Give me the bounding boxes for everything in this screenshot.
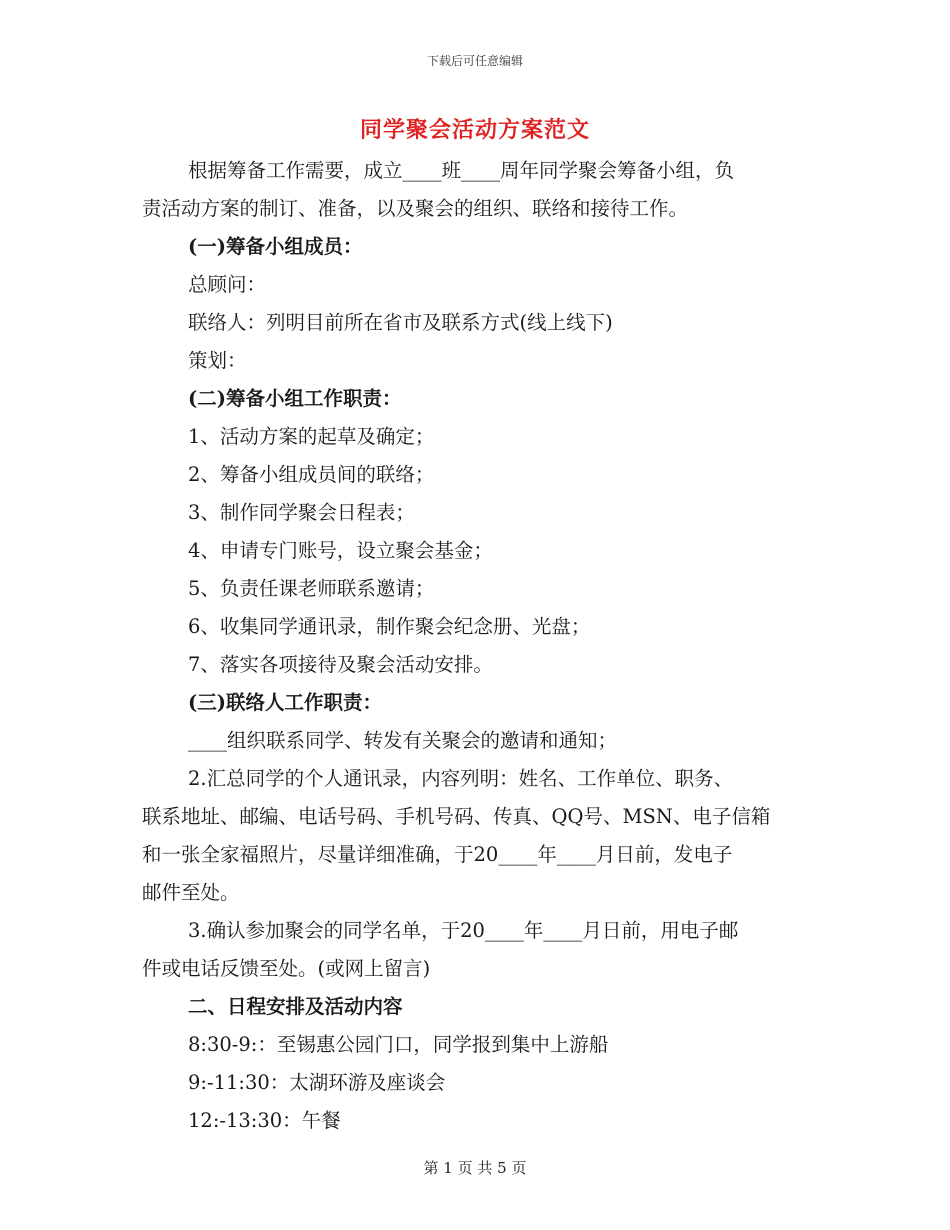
list-item: 5、负责任课老师联系邀请； (188, 577, 435, 600)
list-item: 2、筹备小组成员间的联络； (188, 463, 435, 486)
list-item: 1、活动方案的起草及确定； (188, 425, 435, 448)
section-heading: (二)筹备小组工作职责： (188, 387, 402, 410)
list-item: 3、制作同学聚会日程表； (188, 501, 415, 524)
section-heading: (三)联络人工作职责： (188, 691, 382, 714)
paragraph-line: 件或电话反馈至处。(或网上留言) (142, 957, 431, 980)
paragraph-line: 和一张全家福照片，尽量详细准确，于20____年____月日前，发电子 (142, 843, 733, 866)
paragraph-line: 邮件至处。 (142, 881, 240, 904)
list-item: 6、收集同学通讯录，制作聚会纪念册、光盘； (188, 615, 591, 638)
paragraph-line: 责活动方案的制订、准备，以及聚会的组织、联络和接待工作。 (142, 197, 689, 220)
list-item: 4、申请专门账号，设立聚会基金； (188, 539, 493, 562)
paragraph-line: 联络人：列明目前所在省市及联系方式(线上线下) (188, 311, 613, 334)
list-item: 7、落实各项接待及聚会活动安排。 (188, 653, 493, 676)
paragraph-line: 联系地址、邮编、电话号码、手机号码、传真、QQ号、MSN、电子信箱 (142, 805, 771, 828)
paragraph-line: 3.确认参加聚会的同学名单，于20____年____月日前，用电子邮 (188, 919, 739, 942)
page-indicator: 第 1 页 共 5 页 (423, 1159, 527, 1177)
paragraph-line: ____组织联系同学、转发有关聚会的邀请和通知； (188, 729, 618, 752)
schedule-item: 9:-11:30：太湖环游及座谈会 (188, 1071, 446, 1094)
section-heading: 二、日程安排及活动内容 (188, 995, 403, 1018)
paragraph-line: 2.汇总同学的个人通讯录，内容列明：姓名、工作单位、职务、 (188, 767, 734, 790)
schedule-item: 12:-13:30：午餐 (188, 1109, 341, 1132)
schedule-item: 8:30-9:：至锡惠公园门口，同学报到集中上游船 (188, 1033, 609, 1056)
paragraph-line: 策划： (188, 349, 247, 372)
document-body (142, 152, 808, 1140)
document-title: 同学聚会活动方案范文 (359, 117, 590, 143)
paragraph-line: 总顾问： (188, 273, 267, 296)
paragraph-line: 根据筹备工作需要，成立____班____周年同学聚会筹备小组，负 (188, 159, 735, 182)
section-heading: (一)筹备小组成员： (188, 235, 363, 258)
header-note: 下载后可任意编辑 (426, 54, 523, 68)
